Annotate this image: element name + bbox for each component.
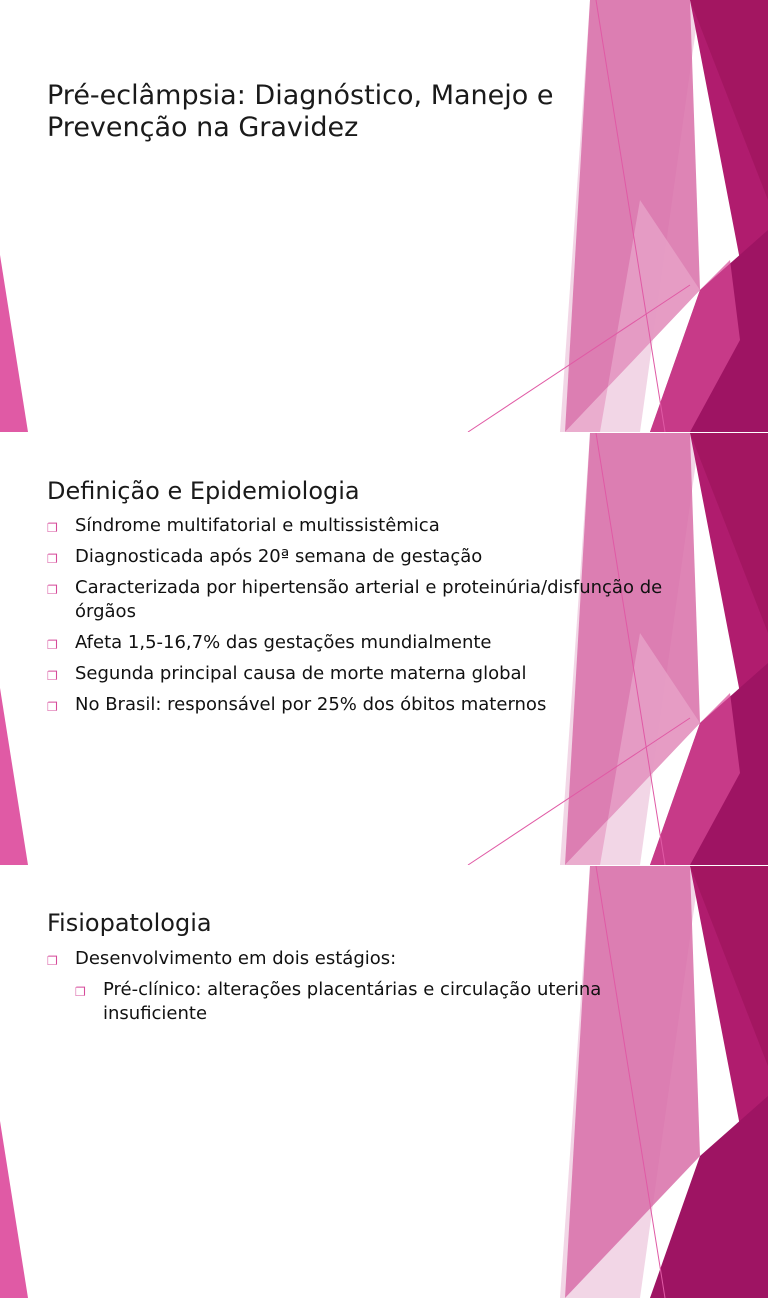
list-item: ❐ No Brasil: responsável por 25% dos óbitos maternos (47, 693, 687, 717)
slide-heading: Definição e Epidemiologia (47, 477, 360, 505)
list-item: ❐ Diagnosticada após 20ª semana de gestação (47, 545, 687, 569)
title-line-2: Prevenção na Gravidez (47, 112, 359, 144)
hollow-square-bullet-icon: ❐ (47, 638, 58, 652)
list-item: ❐ Desenvolvimento em dois estágios: (47, 947, 687, 971)
slide-heading: Fisiopatologia (47, 909, 212, 937)
list-item: ❐ Caracterizada por hipertensão arterial e proteinúria/disfunção de órgãos (47, 577, 663, 622)
title-line-1: Pré-eclâmpsia: Diagnóstico, Manejo e (47, 80, 554, 111)
slide-title (0, 0, 768, 432)
slide-title-heading (47, 80, 553, 145)
bullet-list (47, 947, 687, 1033)
slide-fisiopatologia (0, 866, 768, 1298)
hollow-square-bullet-icon: ❐ (47, 669, 58, 683)
list-item: ❐ Pré-clínico: alterações placentárias e circulação uterina insuficiente (75, 979, 602, 1024)
hollow-square-bullet-icon: ❐ (47, 583, 58, 597)
slide-definicao (0, 433, 768, 865)
hollow-square-bullet-icon: ❐ (47, 700, 58, 714)
hollow-square-bullet-icon: ❐ (47, 552, 58, 566)
list-item: ❐ Afeta 1,5-16,7% das gestações mundialmente (47, 631, 687, 655)
list-item: ❐ Síndrome multifatorial e multissistêmica (47, 514, 687, 538)
hollow-square-bullet-icon: ❐ (47, 521, 58, 535)
bullet-list (47, 514, 687, 724)
decorative-pink-shapes (0, 0, 768, 432)
hollow-square-bullet-icon: ❐ (75, 985, 86, 999)
list-item: ❐ Segunda principal causa de morte materna global (47, 662, 687, 686)
hollow-square-bullet-icon: ❐ (47, 954, 58, 968)
